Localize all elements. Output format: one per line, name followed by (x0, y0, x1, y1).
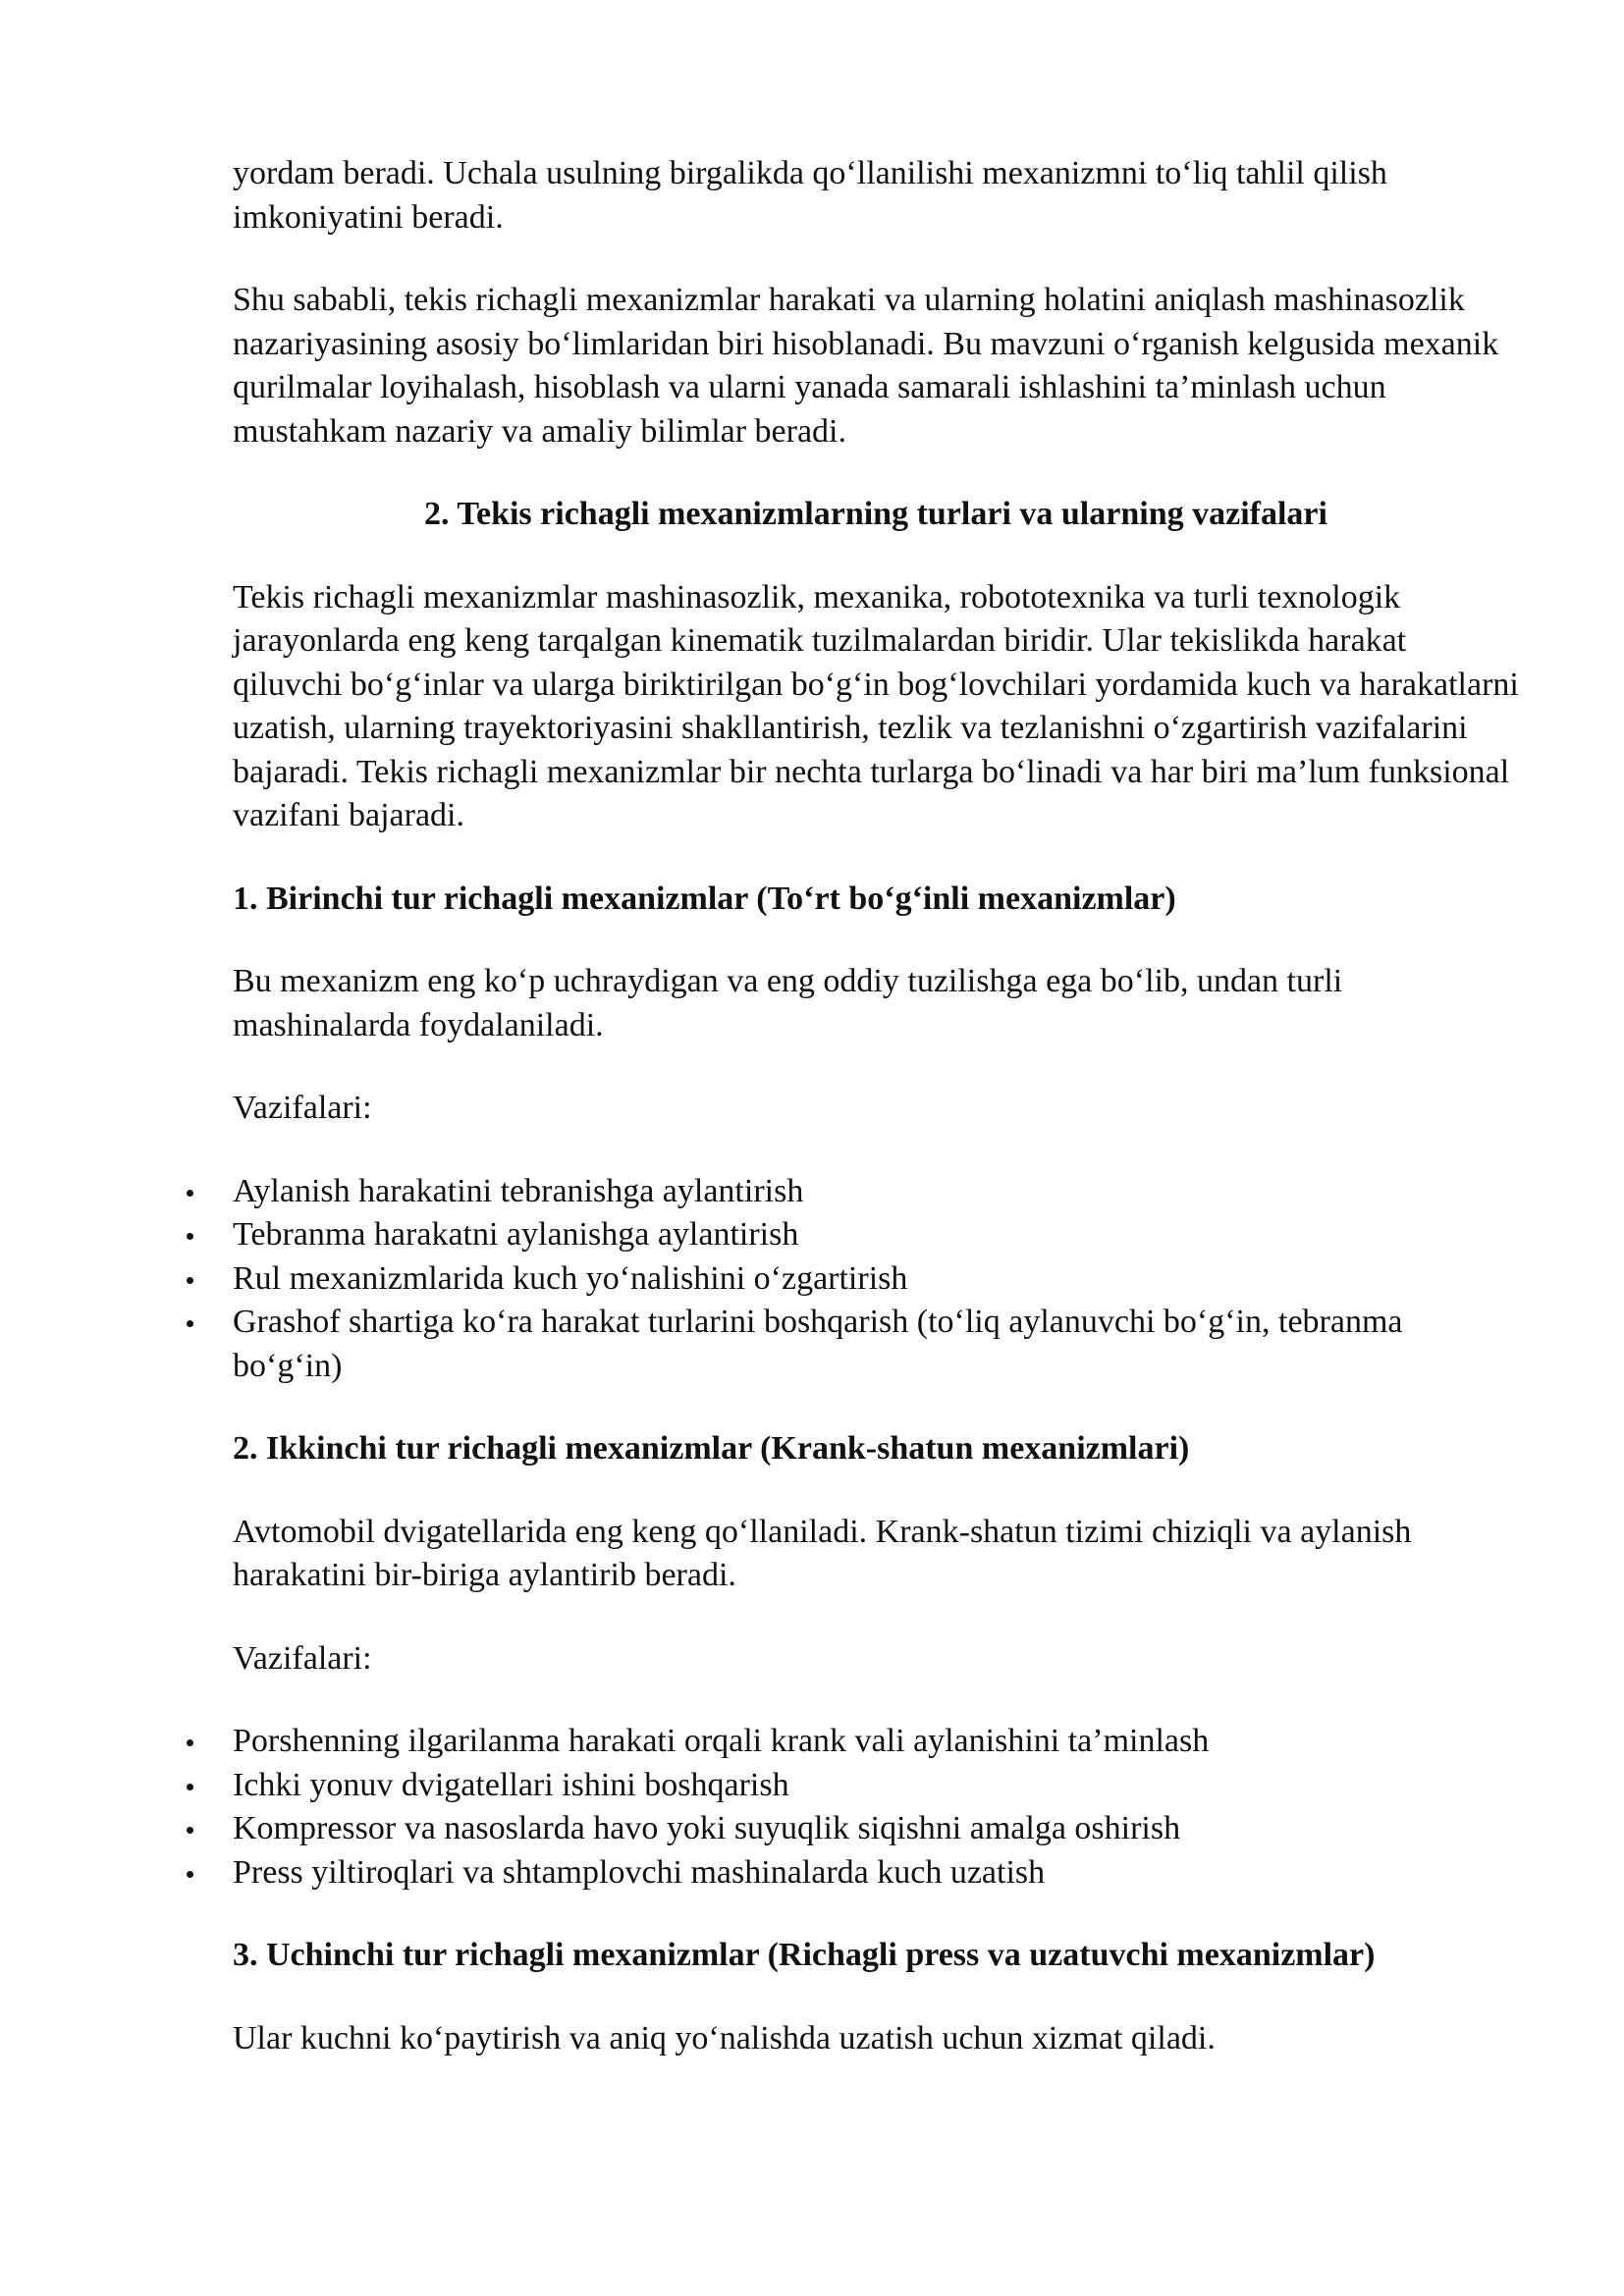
list-item: Aylanish harakatini tebranishga aylantirish (233, 1170, 1519, 1214)
type3-heading: 3. Uchinchi tur richagli mexanizmlar (Richagli press va uzatuvchi mexanizmlar) (233, 1937, 1376, 1973)
section-heading: 2. Tekis richagli mexanizmlarning turlari va ularning vazifalari (424, 496, 1327, 532)
paragraph-section-intro: Tekis richagli mexanizmlar mashinasozlik, mexanika, robototexnika va turli texnologik jarayonlarda eng keng tarqalgan kinematik tuzilmalardan biridir. Ular tekislikda harakat qiluvchi bo‘g‘inlar va ularga biriktirilgan bo‘g‘in bog‘lovchilari yordamida kuch va harakatlarni uzatish, ularning trayektoriyasini shakllantirish, tezlik va tezlanishni o‘zgartirish vazifalarini bajaradi. Tekis richagli mexanizmlar bir nechta turlarga bo‘linadi va har biri ma’lum funksional vazifani bajaradi. (233, 578, 1519, 833)
type1-description: Bu mexanizm eng ko‘p uchraydigan va eng oddiy tuzilishga ega bo‘lib, undan turli mashinalarda foydalaniladi. (233, 963, 1343, 1043)
list-item: Grashof shartiga ko‘ra harakat turlarini boshqarish (to‘liq aylanuvchi bo‘g‘in, tebranma bo‘g‘in) (233, 1301, 1519, 1388)
type2-heading: 2. Ikkinchi tur richagli mexanizmlar (Krank-shatun mexanizmlari) (233, 1430, 1190, 1467)
type2-tasks-list (233, 1720, 1519, 1895)
document-body (233, 152, 1519, 2060)
paragraph-intro-continuation: yordam beradi. Uchala usulning birgalikda qo‘llanilishi mexanizmni to‘liq tahlil qilish imkoniyatini beradi. (233, 155, 1387, 236)
type1-tasks-list (233, 1170, 1519, 1389)
type3-description: Ular kuchni ko‘paytirish va aniq yo‘nalishda uzatish uchun xizmat qiladi. (233, 2019, 1216, 2056)
paragraph-summary: Shu sababli, tekis richagli mexanizmlar harakati va ularning holatini aniqlash mashinasozlik nazariyasining asosiy bo‘limlaridan biri hisoblanadi. Bu mavzuni o‘rganish kelgusida mexanik qurilmalar loyihalash, hisoblash va ularni yanada samarali ishlashini ta’minlash uchun mustahkam nazariy va amaliy bilimlar beradi. (233, 282, 1499, 450)
type1-heading: 1. Birinchi tur richagli mexanizmlar (To‘rt bo‘g‘inli mexanizmlar) (233, 880, 1176, 917)
list-item: Press yiltiroqlari va shtamplovchi mashinalarda kuch uzatish (233, 1851, 1519, 1896)
type1-tasks-label: Vazifalari: (233, 1090, 372, 1126)
list-item: Tebranma harakatni aylanishga aylantirish (233, 1213, 1519, 1257)
list-item: Porshenning ilgarilanma harakati orqali krank vali aylanishini ta’minlash (233, 1720, 1519, 1764)
type2-description: Avtomobil dvigatellarida eng keng qo‘llaniladi. Krank-shatun tizimi chiziqli va aylanish harakatini bir-biriga aylantirib beradi. (233, 1513, 1412, 1593)
list-item: Ichki yonuv dvigatellari ishini boshqarish (233, 1764, 1519, 1808)
type2-tasks-label: Vazifalari: (233, 1639, 372, 1677)
list-item: Rul mexanizmlarida kuch yo‘nalishini o‘zgartirish (233, 1257, 1519, 1302)
list-item: Kompressor va nasoslarda havo yoki suyuqlik siqishni amalga oshirish (233, 1807, 1519, 1851)
